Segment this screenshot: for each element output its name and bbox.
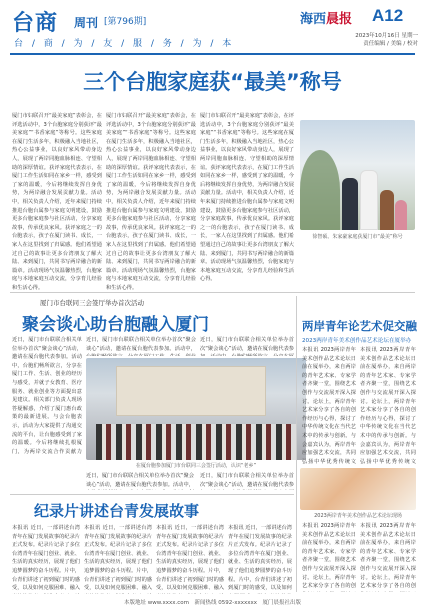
section-brand: 台商: [12, 10, 59, 36]
section3-body-col3: 本报讯 2023两岸青年美术创作品艺术论坛日前在厦举办，来自两岸的青年艺术家、专家学者齐聚一堂，围绕艺术创作与交流展开深入探讨。论坛上，两岸青年艺术家分享了各自的创: [302, 523, 356, 590]
page-code: A12: [372, 6, 404, 25]
section4-body-col2: 本报讯 近日，一部讲述台湾青年在厦门发展故事的纪录片正式发布。纪录片记录了多位台湾青年在厦门创业、就业、生活的真实经历，展现了他们追梦圆梦的奋斗历程。片中，台青们讲述了初到厦门时的感受，以及如何克服困难、融入: [84, 525, 152, 592]
lead-body-col2: 厦门市妇联召开“最美家庭”表彰会，在评选活动中，3个台胞家庭分别获评“最美家庭”“书香家庭”等称号。这些家庭在厦门生活多年，积极融入当地社区，热心公益事业，以良好家风带动身边人，展现了两岸同胞血脉相连、守望相助的深厚情谊。获评家庭代表表示，在厦门工作生活如同在家乡一样，感受到了家的温暖，今后将继续发挥自身优势，为两岸融合发展贡献力量。活动中，相关负责人介绍，近年来厦门持续推进台胞台属参与家庭文明建设，鼓励更多台胞家庭参与社区活动，分享家庭故事，传承优良家风。获评家庭之一的台胞表示，孩子在厦门读书、成长，一家人在这里找到了归属感。他们希望通过自己的故事让更多台湾朋友了解大陆、来到厦门，共同书写两岸融合的新篇章。活动现场气氛温馨热烈，台胞家庭与本地家庭互动交流，分享育儿经验和生活心得。: [106, 113, 196, 290]
photo-tree-shape: [300, 150, 340, 230]
photo-group-people: [96, 424, 296, 460]
lead-photo-caption: 徐智硕、朱家豪家庭获厦门市“最美”称号: [312, 234, 403, 240]
lead-photo: [300, 120, 415, 230]
issue-number: [第796期]: [104, 17, 147, 27]
lead-body-col1: 厦门市妇联召开“最美家庭”表彰会，在评选活动中，3个台胞家庭分别获评“最美家庭”“书香家庭”等称号。这些家庭在厦门生活多年，积极融入当地社区，热心公益事业，以良好家风带动身边人，展现了两岸同胞血脉相连、守望相助的深厚情谊。获评家庭代表表示，在厦门工作生活如同在家乡一样，感受到了家的温暖，今后将继续发挥自身优势，为两岸融合发展贡献力量。活动中，相关负责人介绍，近年来厦门持续推进台胞台属参与家庭文明建设，鼓励更多台胞家庭参与社区活动，分享家庭故事，传承优良家风。获评家庭之一的台胞表示，孩子在厦门读书、成长，一家人在这里找到了归属感。他们希望通过自己的故事让更多台湾朋友了解大陆、来到厦门，共同书写两岸融合的新篇章。活动现场气氛温馨热烈，台胞家庭与本地家庭互动交流，分享育儿经验和生活心得。: [12, 113, 102, 290]
divider: [10, 292, 415, 293]
lead-body-col3: 厦门市妇联召开“最美家庭”表彰会，在评选活动中，3个台胞家庭分别获评“最美家庭”“书香家庭”等称号。这些家庭在厦门生活多年，积极融入当地社区，热心公益事业，以良好家风带动身边人，展现了两岸同胞血脉相连、守望相助的深厚情谊。获评家庭代表表示，在厦门工作生活如同在家乡一样，感受到了家的温暖，今后将继续发挥自身优势，为两岸融合发展贡献力量。活动中，相关负责人介绍，近年来厦门持续推进台胞台属参与家庭文明建设，鼓励更多台胞家庭参与社区活动，分享家庭故事，传承优良家风。获评家庭之一的台胞表示，孩子在厦门读书、成长，一家人在这里找到了归属感。他们希望通过自己的故事让更多台湾朋友了解大陆、来到厦门，共同书写两岸融合的新篇章。活动现场气氛温馨热烈，台胞家庭与本地家庭互动交流，分享育儿经验和生活心得。: [200, 113, 294, 283]
section3-body-col1: 本报讯 2023两岸青年美术创作品艺术论坛日前在厦举办，来自两岸的青年艺术家、专家学者齐聚一堂，围绕艺术创作与交流展开深入探讨。论坛上，两岸青年艺术家分享了各自的创作经历与心得，探讨了中华传统文化在当代艺术中的传承与创新。与会嘉宾认为，两岸青年应加强艺术交流，共同弘扬中华优秀传统文: [302, 347, 356, 464]
lead-headline: 三个台胞家庭获“最美”称号: [83, 70, 342, 94]
section2-body-col2-bottom: 近日，厦门市台联联合相关单位举办首次“聚会谈心”活动，邀请在厦台胞代表参加。活动中，: [86, 473, 194, 488]
header-meta: [278, 32, 418, 48]
section2-photo-caption: 在厦台胞参加厦门市台联同三会签厅活动，认识“老乡”: [135, 463, 257, 469]
photo-figure-1: [342, 178, 358, 230]
divider: [10, 494, 294, 495]
section3-photo: [300, 468, 416, 510]
section2-headline: 聚会谈心助台胞融入厦门: [22, 315, 209, 335]
section4-body-col1: 本报讯 近日，一部讲述台湾青年在厦门发展故事的纪录片正式发布。纪录片记录了多位台湾青年在厦门创业、就业、生活的真实经历，展现了他们追梦圆梦的奋斗历程。片中，台青们讲述了初到厦门时的感受，以及如何克服困难、融入: [12, 525, 80, 592]
section4-body-col4: 本报讯 近日，一部讲述台湾青年在厦门发展故事的纪录片正式发布。纪录片记录了多位台湾青年在厦门创业、就业、生活的真实经历，展现了他们追梦圆梦的奋斗历程。片中，台青们讲述了初到厦门时的感受，以及如何: [228, 525, 292, 592]
section3-body-col2: 本报讯 2023两岸青年美术创作品艺术论坛日前在厦举办，来自两岸的青年艺术家、专家学者齐聚一堂，围绕艺术创作与交流展开深入探讨。论坛上，两岸青年艺术家分享了各自的创作经历与心得，探讨了中华传统文化在当代艺术中的传承与创新。与会嘉宾认为，两岸青年应加强艺术交流，共同弘扬中华优秀传统文: [360, 347, 416, 464]
section-slogan: 台 / 商 / 为 / 友 / 服 / 务 / 为 / 本: [14, 39, 235, 49]
section2-body-col3-top: 近日，厦门市台联联合相关单位举办首次“聚会谈心”活动，邀请在厦台胞代表参: [200, 337, 294, 352]
section3-subhead: 2023两岸青年美术创作品艺术论坛在厦举办: [302, 338, 412, 344]
section2-photo: [86, 358, 306, 460]
section2-subhead: 厦门市台联同三会签厅举办首次活动: [40, 299, 144, 307]
section-brand-sub: 周刊: [74, 16, 99, 30]
section3-headline: 两岸青年论艺术促交融: [302, 319, 417, 333]
editor-line: 责任编辑 / 美编 / 校对: [363, 41, 418, 47]
logo-part-b: 晨报: [326, 12, 353, 27]
section2-body-col3-bottom: 近日，厦门市台联联合相关单位举办首次“聚会谈心”活动，邀请在厦台胞代表参: [200, 473, 294, 488]
section2-body-col1: 近日，厦门市台联联合相关单位举办首次“聚会谈心”活动，邀请在厦台胞代表参加。活动中，台胞们畅所欲言，分享在厦门工作、生活、创业的经历与感受，并就子女教育、医疗服务、就业创业等方面提出意见建议。相关部门负责人现场答疑解惑，介绍了厦门惠台政策的最新进展。与会台胞表示，活动为大家提供了沟通交流的平台，让台胞感受到了家的温暖。今后将继续扎根厦门，为两岸交流合作贡献力: [12, 337, 82, 454]
section4-body-col3: 本报讯 近日，一部讲述台湾青年在厦门发展故事的纪录片正式发布。纪录片记录了多位台湾青年在厦门创业、就业、生活的真实经历，展现了他们追梦圆梦的奋斗历程。片中，台青们讲述了初到厦门时的感受，以及如何克服困难、融入: [156, 525, 224, 592]
photo-figure-4: [395, 200, 407, 230]
section3-photo-caption: 2023两岸青年美术创作品艺术论坛现场: [314, 513, 402, 519]
column-divider: [296, 296, 297, 592]
section3-body-col4: 本报讯 2023两岸青年美术创作品艺术论坛日前在厦举办，来自两岸的青年艺术家、专家学者齐聚一堂，围绕艺术创作与交流展开深入探讨。论坛上，两岸青年艺术家分享了各自的创: [360, 523, 416, 590]
photo-figure-2: [360, 170, 378, 230]
logo-part-a: 海西: [300, 12, 327, 27]
header-rule: [10, 53, 415, 55]
page-footer: 本版地址 www.xxxx.com 新闻热线 0592-xxxxxxx 厦门晨报社出版: [123, 600, 302, 606]
date-line: 2023年10月16日 星期一: [355, 33, 418, 39]
section4-headline: 纪录片讲述台青发展故事: [34, 502, 200, 520]
photo-figure-3: [380, 190, 394, 230]
photo-building: [116, 366, 266, 416]
masthead: [0, 0, 425, 56]
newspaper-logo: [300, 8, 352, 27]
section2-body-col2-top: 近日，厦门市台联联合相关单位举办首次“聚会谈心”活动，邀请在厦台胞代表参加。活动中，: [86, 337, 196, 352]
